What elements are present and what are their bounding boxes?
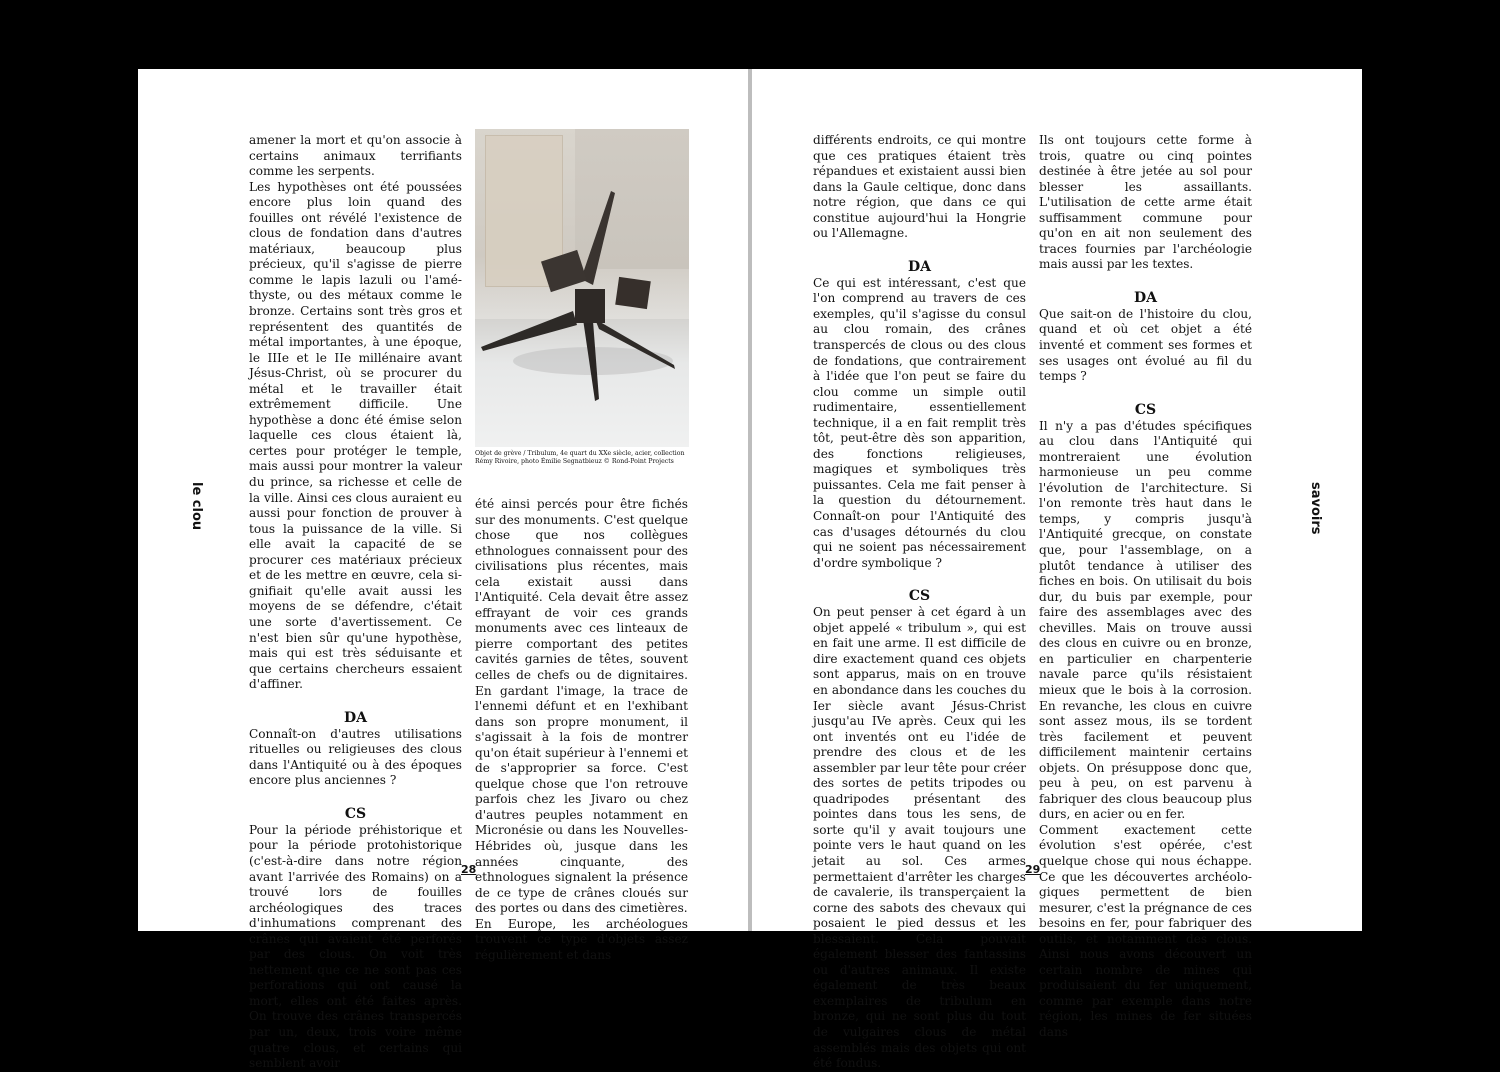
tribulum-figure <box>475 129 689 466</box>
right-page <box>752 69 1362 1071</box>
paragraph: été ainsi percés pour être fichés sur des monuments. C'est quelque chose que nos collègues ethnologues connaissent pour des civilisations plus récentes, mais cela existait aussi dans l'Antiquité. Cela devait être assez effrayant de voir ces grands monuments avec ces linteaux de pierre comportant des petites cavités garnies de têtes, souvent celles de chefs ou de dignitaires. En gardant l'image, la trace de l'ennemi défunt et en l'exhibant dans son propre monument, il s'agissait à la fois de montrer qu'on était supérieur à l'ennemi et de s'approprier sa force. C'est quelque chose que l'on retrouve parfois chez les Jivaro ou chez d'autres peuples notamment en Micronésie ou dans les Nouvelles-Hébrides où, jusque dans les années cinquante, des ethnologues signalent la présence de ce type de crânes cloués sur des portes ou dans des cimetières. <box>475 497 688 916</box>
right-column-1 <box>813 133 1026 1072</box>
paragraph: Ils ont toujours cette forme à trois, quatre ou cinq pointes destinée à être jetée au sol pour blesser les assaillants. L'utilisation de cette arme était suffisamment commune pour qu'on en ait non seulement des traces fournies par l'archéologie mais aussi par les textes. <box>1039 133 1252 272</box>
page-number: 28 <box>461 863 477 876</box>
paragraph: Les hypothèses ont été poussées encore plus loin quand des fouilles ont révélé l'existence de clous de fondation dans d'autres matériaux, beaucoup plus précieux, qu'il s'agisse de pierre comme le lapis lazuli ou l'améthyste, ou des métaux comme le bronze. Certains sont très gros et représentent des quantités de métal importantes, à une époque, le IIIe et le IIe millénaire avant Jésus-Christ, où se procurer du métal et le travailler était extrêmement difficile. Une hypothèse a donc été émise selon laquelle ces clous étaient là, certes pour protéger le temple, mais aussi pour montrer la valeur du prince, sa richesse et celle de la ville. Ainsi ces clous auraient eu aussi pour fonction de prouver à tous la puissance de la ville. Si elle avait la capacité de se procurer ces matériaux précieux et de les mettre en œuvre, cela signifiait qu'elle avait aussi les moyens de se défendre, c'était une sorte d'avertissement. Ce n'est bien sûr qu'une hypothèse, mais qui est très séduisante et que certains chercheurs essaient d'affiner. <box>249 179 462 692</box>
tribulum-photo <box>475 129 689 447</box>
speaker-heading: CS <box>344 805 367 822</box>
page-number: 29 <box>1025 863 1041 876</box>
paragraph: En Europe, les archéologues trouvent ce type d'objets assez régulièrement et dans <box>475 916 688 962</box>
right-running-title: savoirs <box>1308 482 1323 535</box>
question-paragraph: Que sait-on de l'histoire du clou, quand et où cet objet a été inventé et comment ses formes et ses usages ont évolué au fil du temps ? <box>1039 306 1252 384</box>
paragraph: différents endroits, ce qui montre que ces pratiques étaient très répandues et existaient aussi bien dans la Gaule celtique, donc dans notre région, que dans ce qui constitue aujourd'hui la Hongrie ou l'Allemagne. <box>813 133 1026 241</box>
speaker-heading: CS <box>1134 401 1157 418</box>
paragraph: On peut penser à cet égard à un objet appelé « tribulum », qui est en fait une arme. Il est difficile de dire exactement quand ces objets sont apparus, mais on en trouve en abondance dans les couches du Ier siècle avant Jésus-Christ jusqu'au IVe après. Ceux qui les ont inventés ont eu l'idée de prendre des clous et de les assembler par leur tête pour créer des sortes de petits tripodes ou quadripodes présentant des pointes dans tous les sens, de sorte qu'il y avait toujours une pointe vers le haut quand on les jetait au sol. Ces armes permettaient d'arrêter les charges de cavalerie, ils transperçaient la corne des sabots des chevaux qui posaient le pied dessus et les blessaient. Cela pouvait également blesser des fantassins ou d'autres animaux. Il existe également de très beaux exemplaires de tribulum en bronze, qui ne sont plus du tout de vulgaires clous de métal assemblés mais des objets qui ont été fondus. <box>813 605 1026 1071</box>
paragraph: Pour la période préhistorique et pour la période protohistorique (c'est-à-dire dans notre région avant l'arrivée des Romains) on a trouvé lors de fouilles archéologiques des traces d'inhumations comprenant des crânes qui avaient été perforés par des clous. On voit très nettement que ce ne sont pas ces perforations qui ont causé la mort, elles ont été faites après. On trouve des crânes transpercés par un, deux, trois voire même quatre clous, et certains qui semblent avoir <box>249 822 462 1071</box>
right-column-2 <box>1039 133 1252 1041</box>
paragraph: Comment exactement cette évolution s'est opérée, c'est quelque chose qui nous échappe. Ce que les découvertes archéologiques permettent de bien mesurer, c'est la prégnance de ces besoins en fer, pour fabriquer des outils, et notamment des clous. Ainsi nous avons découvert un certain nombre de mines qui produisaient du fer uniquement, comme par exemple dans notre région, les mines de fer situées dans <box>1039 822 1252 1039</box>
left-running-title: le clou <box>189 482 204 531</box>
paragraph: Il n'y a pas d'études spécifiques au clou dans l'Antiquité qui montreraient une évolution harmonieuse un peu comme l'évolution de l'architecture. Si l'on remonte très haut dans le temps, y compris jusqu'à l'Antiquité grecque, on constate que, pour l'assemblage, on a plutôt tendance à utiliser des fiches en bois. On utilisait du bois dur, du buis par exemple, pour faire des assemblages avec des chevilles. Mais on trouve aussi des clous en cuivre ou en bronze, en particulier en charpenterie navale parce qu'ils résistaient mieux que le bois à la corrosion. En revanche, les clous en cuivre sont assez mous, ils se tordent très facilement et peuvent difficilement maintenir certains objets. On présuppose donc que, peu à peu, on est parvenu à fabriquer des clous beaucoup plus durs, en acier ou en fer. <box>1039 418 1252 822</box>
left-column-2 <box>475 497 688 963</box>
speaker-heading: DA <box>343 709 367 726</box>
paragraph: amener la mort et qu'on associe à certains animaux terrifiants comme les serpents. <box>249 133 462 179</box>
question-paragraph: Connaît-on d'autres utilisations rituelles ou religieuses des clous dans l'Antiquité ou à des époques encore plus anciennes ? <box>249 726 462 788</box>
figure-caption: Objet de grève / Tribulum, 4e quart du XXe siècle, acier, collection Rémy Rivoire, photo Émilie Segnatbieuz © Rond-Point Projects <box>475 450 685 465</box>
left-page <box>138 69 748 1071</box>
speaker-heading: CS <box>908 588 931 605</box>
speaker-heading: DA <box>1133 289 1157 306</box>
question-paragraph: Ce qui est intéressant, c'est que l'on comprend au travers de ces exemples, qu'il s'agisse du consul au clou romain, des crânes transpercés de clous ou des clous de fondations, que contrairement à l'idée que l'on peut se faire du clou comme un simple outil rudimentaire, essentiellement technique, il a en fait remplit très tôt, peut-être dès son apparition, des fonctions religieuses, magiques et symboliques très puissantes. Cela me fait penser à la question du détournement. Connaît-on pour l'Antiquité des cas d'usages détournés du clou qui ne soient pas nécessairement d'ordre symbolique ? <box>813 275 1026 570</box>
left-column-1 <box>249 133 462 1072</box>
speaker-heading: DA <box>907 258 931 275</box>
